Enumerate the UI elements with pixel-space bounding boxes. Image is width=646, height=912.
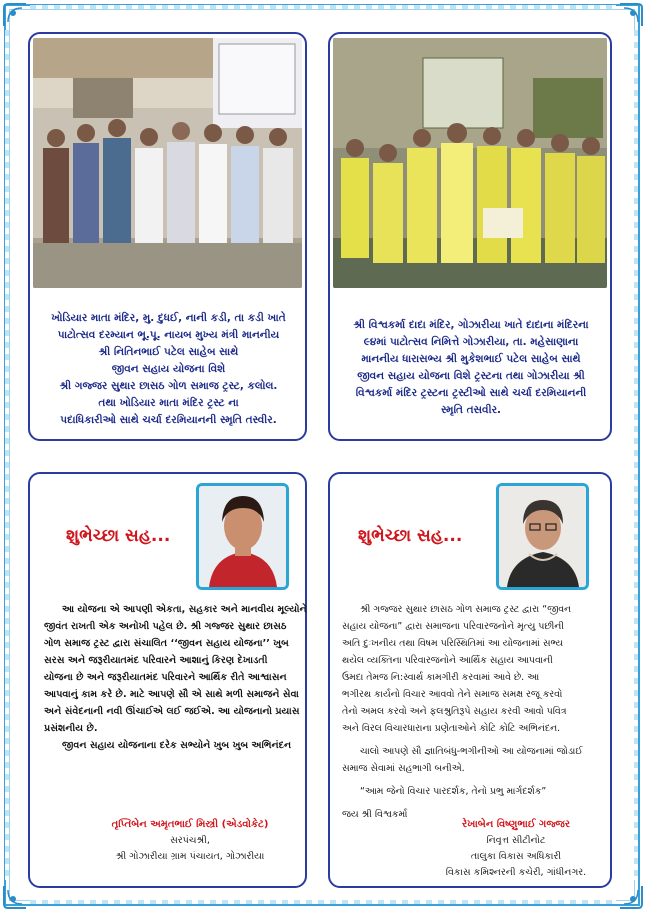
message-line: પ્રસંશનીય છે. (44, 723, 98, 734)
portrait-photo (196, 483, 289, 590)
corner-ornament-icon (618, 2, 644, 28)
top-left-caption (36, 310, 301, 429)
message-line: ગોળ સમાજ ટ્રસ્ટ દ્વારા સંચાલિત ‘‘જીવન સહાય યોજના’’ ખુબ (44, 638, 289, 649)
signature-org: શ્રી ગોઝારીયા ગ્રામ પંચાયત, ગોઝારીયા (115, 851, 265, 862)
message-line: જીવન સહાય યોજનાના દરેક સભ્યોને ખુબ ખુબ અભિનંદન (62, 740, 292, 751)
message-line: તેનો અમલ કરવો અને ફલશ્રુતિરૂપે સહાય કરવી આવો પવિત્ર (342, 706, 567, 717)
message-line: આપવાનું કામ કરે છે. માટે આપણે સૌ એ સાથે મળી સમાજને સેવા (44, 689, 299, 700)
border-pattern-top (30, 5, 616, 9)
message-line: અતિ દુઃખનીય તથા વિષમ પરિસ્થિતિમાં આ યોજનામાં સભ્ય (342, 638, 564, 649)
signature-role: નિવૃત્ત સીટીનોટ (486, 835, 546, 846)
border-pattern-left (5, 30, 9, 880)
message-line: અને વિરલ વિચારધારાના પ્રણેતાઓને કોટિ કોટિ અભિનંદન. (342, 723, 561, 734)
bottom-right-message (342, 601, 604, 823)
bottom-left-signature (90, 817, 290, 865)
caption-line: માનનીય ધારાસભ્ય શ્રી મુકેશભાઈ પટેલ સાહેબ સાથે (361, 353, 581, 365)
message-line: શ્રી ગજ્જર સુથાર છાસઠ ગોળ સમાજ ટ્રસ્ટ દ્વારા “જીવન (360, 604, 572, 615)
greeting-heading: શુભેચ્છા સહ... (66, 526, 171, 546)
caption-line: શ્રી વિશ્વકર્મા દાદા મંદિર, ગોઝારીયા ખાતે દાદાના મંદિરના (353, 319, 589, 331)
message-line: સરસ અને જરૂરીયાતમંદ પરિવારને આશાનું કિરણ દેખાડતી (44, 655, 268, 666)
top-left-panel (28, 32, 307, 441)
top-right-panel (328, 32, 612, 441)
message-line: સહાય યોજના” દ્વારા સમાજના પરિવારજનોને મૃત્યુ પછીની (342, 621, 564, 632)
caption-line: સ્મૃતિ તસવીર. (440, 404, 502, 416)
quote-line: “આમ જેનો વિચાર પારદર્શક, તેનો પ્રભુ માર્ગદર્શક” (360, 786, 547, 797)
border-pattern-right (634, 30, 638, 880)
signature-role: સરપંચશ્રી, (170, 835, 210, 846)
caption-line: ખોડિયાર માતા મંદિર, મુ. દુધઈ, નાની કડી, તા કડી ખાતે (51, 312, 286, 324)
caption-line: ૯૪માં પાટોત્સવ નિમિત્તે ગોઝારીયા, તા. મહેસાણાના (363, 336, 579, 348)
message-line: થયેલ વ્યક્તિના પરિવારજનોને આર્થિક સહાય આપવાની (342, 655, 553, 666)
portrait-photo (496, 483, 589, 590)
caption-line: જીવન સહાય યોજના વિશે ટ્રસ્ટના તથા ગોઝારીયા શ્રી (357, 370, 585, 382)
message-line: યોજના છે અને જરૂરીયાતમંદ પરિવારને આર્થિક રીતે આશ્વાસન (44, 672, 287, 683)
caption-line: વિશ્વકર્મા મંદિર ટ્રસ્ટના ટ્રસ્ટીઓ સાથે ચર્ચા દરમિયાનની (355, 387, 587, 399)
message-line: અને સંવેદનાની નવી ઊંચાઈએ લઈ જઈએ. આ યોજનાનો પ્રયાસ (44, 706, 300, 717)
group-photo-kadi-temple (33, 38, 302, 288)
bottom-right-signature (430, 817, 602, 881)
bottom-left-message (44, 601, 307, 754)
caption-line: જીવન સહાય યોજના વિશે (111, 363, 226, 375)
signature-name: રેખાબેન વિષ્ણુભાઈ ગજ્જર (461, 819, 571, 830)
message-line: જીવંત રાખતી એક અનોખી પહેલ છે. શ્રી ગજ્જર સુથાર છાસઠ (44, 621, 287, 632)
bottom-right-panel (328, 472, 612, 888)
group-photo-gozariya-temple (333, 38, 607, 288)
signature-line: તાલુકા વિકાસ અધિકારી (470, 851, 562, 862)
closing-line: જય શ્રી વિશ્વકર્મા (342, 809, 408, 820)
caption-line: તથા ખોડિયાર માતા મંદિર ટ્રસ્ટ ના (98, 397, 239, 409)
message-line: ભગીરથ કાર્યનો વિચાર આવવો તેને સમાજ સમક્ષ રજૂ કરવો (342, 689, 563, 700)
message-line: આ યોજના એ આપણી એકતા, સહકાર અને માનવીય મૂલ્યોને (62, 604, 307, 615)
bottom-left-panel (28, 472, 307, 888)
message-line: ચાલો આપણે સૌ જ્ઞાતિબંધુ-ભગીનીઓ આ યોજનામાં જોડાઈ (360, 746, 583, 757)
top-right-caption (336, 317, 606, 419)
corner-ornament-icon (618, 884, 644, 910)
caption-line: શ્રી નિતિનભાઈ પટેલ સાહેબ સાથે (98, 346, 239, 358)
caption-line: પદાધિકારીઓ સાથે ચર્ચા દરમિયાનની સ્મૃતિ તસ્વીર. (60, 414, 277, 426)
corner-ornament-icon (2, 2, 28, 28)
border-pattern-bottom (30, 900, 616, 904)
corner-ornament-icon (2, 884, 28, 910)
message-line: સમાજ સેવામાં સહભાગી બનીએ. (342, 763, 465, 774)
caption-line: પાટોત્સવ દરમ્યાન ભૂ.પૂ. નાયબ મુખ્ય મંત્રી માનનીય (57, 329, 280, 341)
caption-line: શ્રી ગજ્જર સુથાર છાસઠ ગોળ સમાજ ટ્રસ્ટ, કલોલ. (59, 380, 278, 392)
signature-name: તૃપ્તિબેન અમૃતભાઈ મિસ્ત્રી (એડવોકેટ) (111, 819, 269, 830)
message-line: ઉમદા તેમજ નિ:સ્વાર્થ કામગીરી કરવામાં આવે છે. આ (342, 672, 540, 683)
greeting-heading: શુભેચ્છા સહ... (358, 526, 463, 546)
signature-line: વિકાસ કમિશ્નરની કચેરી, ગાંધીનગર. (445, 867, 587, 878)
